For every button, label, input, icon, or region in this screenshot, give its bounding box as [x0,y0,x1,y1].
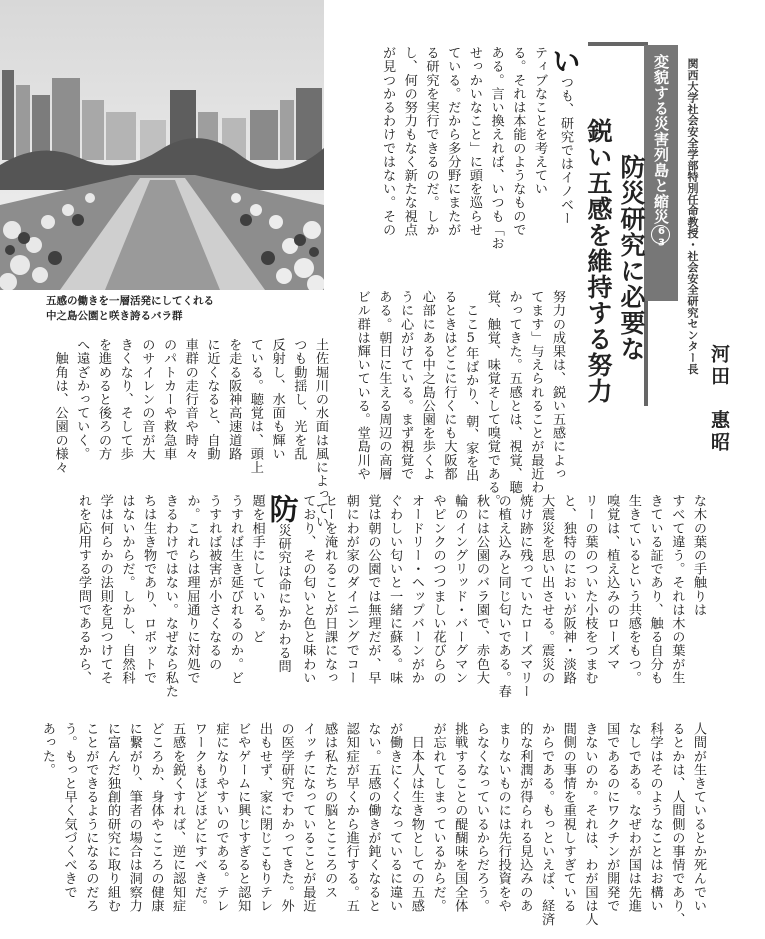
body-line: が忘れてしまっているからだ。 [430,722,446,913]
body-line: 間側の事情を重視しすぎている [560,722,576,913]
body-line: ない。五感の働きが鈍くなると [365,722,381,913]
body-line: 防災研究は命にかかわる問 [265,494,300,674]
body-line: と、独特のにおいが阪神・淡路 [560,494,576,685]
body-line: からである。もっといえば、経済 [539,722,555,926]
body-line: が見つかるわけではない。その [380,46,396,237]
body-line: を走る阪神高速道路 [226,338,242,461]
author-affiliation: 関西大学社会安全学部特別任命教授・社会安全研究センター長 [686,58,699,375]
body-line: のサイレンの音が大 [139,338,155,461]
body-line: いつも、研究ではイノベー [548,46,582,226]
body-line: るとかは、人間側の事情であり、 [669,722,685,926]
body-line: 覚、触覚、味覚そして嗅覚である。 [484,290,500,508]
body-line: なしである。なぜわが国は先進 [625,722,641,913]
body-line: に繋がり、筆者の場合は洞察力 [126,722,142,913]
body-line: に近くなると、自動 [204,338,220,461]
body-line: う。もっと早く気づくべきで [61,722,77,899]
body-line: のパトカーや救急車 [161,338,177,461]
body-line: る研究を実行できるのだ。しか [423,46,439,237]
body-line: てます」与えられることが最近わ [528,290,544,494]
body-line: ティブなことを考えてい [532,46,547,196]
body-line: ており、その匂いと色と味わい [300,494,316,685]
park-photo [0,0,324,290]
body-line: か。これらは理屈通りに対処で [184,494,200,685]
body-line: らなくなっているからだろう。 [473,722,489,913]
body-line: 科学はそのようなことはお構い [647,722,663,913]
body-line: つも動揺し、光を乱 [291,338,307,461]
body-line: すべて違う。それは木の葉が生 [669,494,685,685]
body-line: ビル群は輝いている。堂島川や [354,290,370,481]
body-line: ある。朝日に生える周辺の高層 [376,290,392,481]
body-line: 人間が生きているとか死んでい [691,722,706,913]
body-line: あった。 [39,722,55,777]
body-line: 大震災を思い出させる。震災の [539,494,555,685]
body-line: 反射し、水面も輝い [269,338,285,461]
body-line: し、何の努力もなく新たな視点 [401,46,417,237]
body-line: きるわけではない。なぜなら私た [162,494,178,698]
body-line: うすれば生き延びれるのか。ど [227,494,243,685]
body-line: ちは生き物であり、ロボットで [141,494,157,685]
body-line: 症になりやすいのである。テレ [213,722,229,913]
author-name: 河田 惠昭 [708,344,730,454]
body-line: リーの葉のついた小枝をつまむ [582,494,598,685]
rose-garden-cityscape-image [0,0,324,290]
body-line: ている。だから多分野にまたが [445,46,461,237]
drop-cap: い [548,46,582,76]
caption-line: 五感の働きを一層活発にしてくれる [46,295,214,307]
body-line: 認知症が早くから進行する。五 [343,722,359,913]
caption-line: 中之島公園と咲き誇るバラ群 [46,310,183,322]
body-line: 嗅覚は、植え込みのローズマ [604,494,620,671]
body-line: 心部にある中之島公園を歩くよ [419,290,435,481]
series-number-badge: 63 [651,225,670,244]
body-line: 朝にわが家のダイニングでコー [343,494,359,685]
body-line: きないのか。それは、わが国は人 [582,722,598,926]
body-line: 感は私たちの脳とこころのス [322,722,338,899]
drop-cap: 防 [265,494,300,524]
body-line: 輪のイングリッド・バーグマン [452,494,468,685]
series-label [651,54,672,249]
body-line: 触角は、公園の様々 [52,338,68,474]
body-line: きている証であり、触る自分も [647,494,663,685]
body-line: の医学研究でわかってきた。外 [278,722,294,913]
body-line: ぐわしい匂いと一緒に蘇る。味 [387,494,403,685]
body-line: 土佐堀川の水面は風によってい [313,338,328,529]
body-line: 出もせず、家に閉じこもりテレ [256,722,272,913]
body-line: やピンクのつつましい花びらの [430,494,446,685]
body-line: 挑戦することの醍醐味を国全体 [452,722,468,913]
article-tier4 [36,722,709,936]
body-line: れを応用する学問であるから、 [76,494,92,685]
article-title [582,118,648,404]
body-line: るときはどこに行くにも大阪都 [441,290,457,481]
body-line: 生きているという共感をもつ。 [625,494,641,685]
body-line: はないからだ。しかし、自然科 [119,494,135,685]
article-tier2-right [351,290,568,508]
article-tier1 [376,46,582,288]
body-line: せっかいなこと」に頭を巡らせ [466,46,482,237]
body-line: かってきた。五感とは、視覚、聴 [506,290,522,494]
photo-caption [46,294,316,324]
series-title: 変貌する災害列島と縮災 [652,54,670,225]
body-line: ここ5年ばかり、朝、家を出 [463,290,479,483]
body-line: ワークもほどほどにすべきだ。 [191,722,207,913]
body-line: 秋には公園のバラ園で、赤色大 [473,494,489,685]
body-line: な木の葉の手触りは [691,494,706,617]
body-line: 日本人は生き物としての五感 [408,722,424,913]
body-line: る。それは本能のようなもので [510,46,526,237]
body-line: に富んだ独創的研究に取り組む [105,722,121,913]
body-line: うすれば被害が小さくなるの [206,494,222,671]
body-line: 車群の走行音や時々 [182,338,198,461]
body-line: ヒーを淹れることが日課になっ [322,494,338,685]
article-tier3 [72,494,709,708]
body-line: 的な利潤が得られる見込みのあ [517,722,533,913]
body-line: イッチになっていることが最近 [300,722,316,913]
body-line: ている。聴覚は、頭上 [247,338,263,474]
body-line: 題を相手にしている。ど [249,494,265,644]
body-line: 努力の成果は、鋭い五感によっ [550,290,565,481]
body-line: 覚は朝の公園では無理だが、早 [365,494,381,685]
body-line: 学は何らかの法則を見つけてそ [97,494,113,685]
body-line: うに心がけている。まず視覚で [398,290,414,481]
body-line: が働きにくくなっているに違い [387,722,403,913]
body-line: 焼け跡に残っていたローズマリー [517,494,533,698]
body-line: ある。言い換えれば、いつも「お [488,46,504,250]
body-line: へ遠ざかっていく。 [74,338,90,461]
body-line: きくなり、そして歩 [117,338,133,461]
body-line: オードリー・ヘップバーンがか [408,494,424,685]
article-tier2-left [49,338,331,529]
body-line: ビやゲームに興じすぎると認知 [235,722,251,913]
body-line: 五感を鋭くすれば、逆に認知症 [170,722,186,913]
body-line: ことができるようになるのだろ [83,722,99,913]
body-line: 国であるのにワクチンが開発で [604,722,620,913]
body-line: どころか、身体やこころの健康 [148,722,164,913]
body-line: を進めると後ろの方 [95,338,111,461]
body-line: まりないものには先行投資をや [495,722,511,913]
body-line: の植え込みと同じ匂いである。春 [495,494,511,698]
title-line: 鋭い五感を維持する努力 [584,118,613,404]
title-line: 防災研究に必要な [617,154,646,362]
